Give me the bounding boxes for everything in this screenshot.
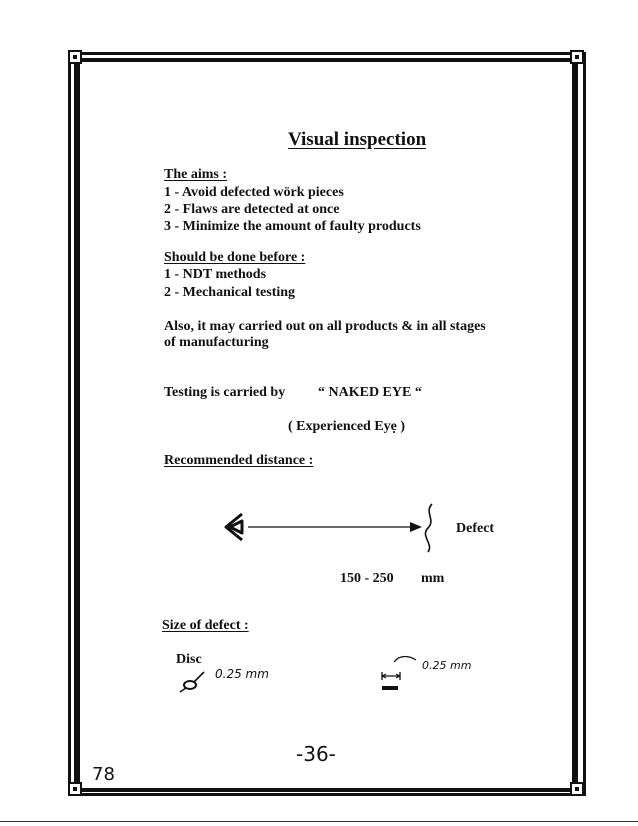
corner-ornament-tl: [68, 50, 82, 64]
page-border-left-bar: [74, 58, 80, 792]
corner-ornament-br: [570, 782, 584, 796]
crack-sketch-icon: [376, 652, 426, 694]
also-line-1: Also, it may carried out on all products & in all stages: [164, 319, 486, 334]
page-number: -36-: [296, 742, 336, 766]
before-item: 1 - NDT methods: [164, 267, 267, 282]
corner-ornament-bl: [68, 782, 82, 796]
defect-mark: [425, 504, 432, 552]
testing-note: ( Experienced Eyẹ ): [288, 419, 406, 434]
margin-number: 78: [92, 764, 115, 785]
size-heading: Size of defect :: [162, 618, 249, 633]
page-title: Visual inspection: [288, 129, 427, 150]
page-border-right-bar: [572, 58, 578, 792]
distance-diagram: [220, 500, 450, 560]
distance-range: 150 - 250: [340, 571, 394, 586]
disc-size-value: 0.25 mm: [215, 667, 269, 681]
distance-unit: mm: [421, 571, 445, 586]
aims-item: 2 - Flaws are detected at once: [164, 202, 340, 217]
aims-item: 1 - Avoid defected wörk pieces: [164, 185, 344, 200]
disc-sketch-icon: [176, 668, 212, 694]
page-border-bottom-bar: [74, 788, 578, 792]
before-item: 2 - Mechanical testing: [164, 285, 296, 300]
page-border-top-bar: [74, 58, 578, 62]
testing-label: Testing is carried by: [164, 385, 286, 400]
also-line-2: of manufacturing: [164, 335, 269, 350]
testing-value: “ NAKED EYE “: [318, 385, 422, 400]
disc-label: Disc: [176, 652, 202, 667]
defect-label: Defect: [456, 521, 495, 536]
scan-edge-line: [0, 821, 638, 822]
aims-item: 3 - Minimize the amount of faulty products: [164, 219, 421, 234]
crack-size-value: 0.25 mm: [422, 659, 472, 672]
before-heading: Should be done before :: [164, 250, 306, 265]
aims-heading: The aims :: [164, 167, 227, 182]
eye-icon: [226, 514, 242, 540]
corner-ornament-tr: [570, 50, 584, 64]
arrow-head: [410, 522, 422, 532]
distance-heading: Recommended distance :: [164, 453, 314, 468]
